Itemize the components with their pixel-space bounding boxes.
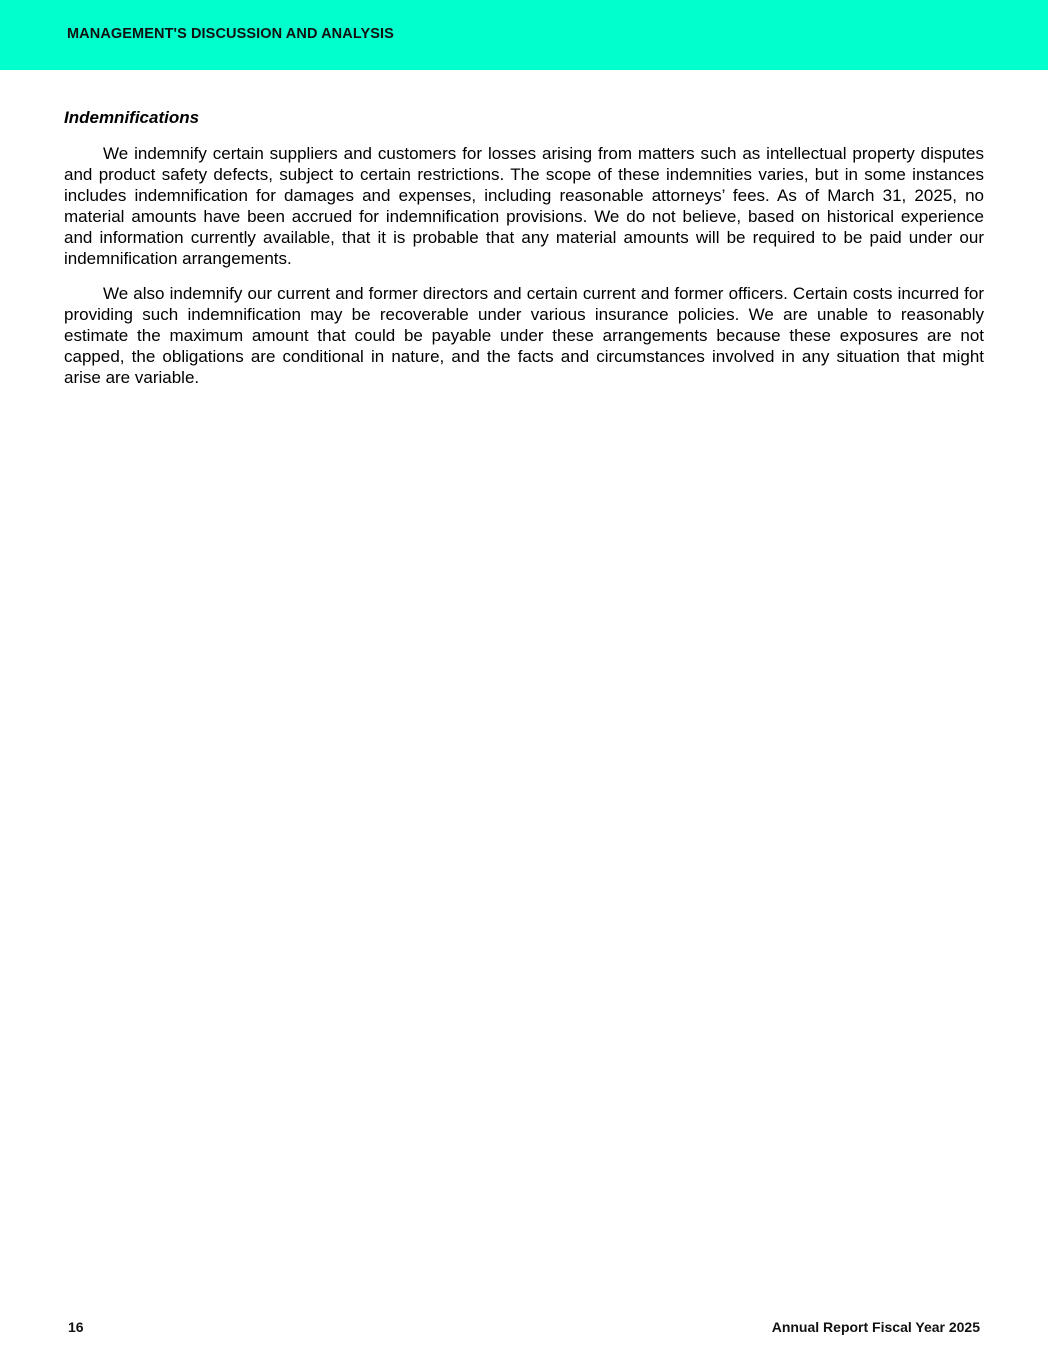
document-body (64, 107, 984, 388)
report-title: Annual Report Fiscal Year 2025 (771, 1319, 980, 1335)
section-heading: Indemnifications (64, 108, 200, 127)
page-footer (68, 1319, 980, 1337)
paragraph-indemnify-suppliers: We indemnify certain suppliers and customers for losses arising from matters such as intellectual property disputes and product safety defects, subject to certain restrictions. The scope of these indemnities varies, but in some instances includes indemnification for damages and expenses, including reasonable attorneys’ fees. As of March 31, 2025, no material amounts have been accrued for indemnification provisions. We do not believe, based on historical experience and information currently available, that it is probable that any material amounts will be required to be paid under our indemnification arrangements. (64, 144, 984, 268)
paragraph-indemnify-directors: We also indemnify our current and former directors and certain current and former officers. Certain costs incurred for providing such indemnification may be recoverable under various insurance policies. We are unable to reasonably estimate the maximum amount that could be payable under these arrangements because these exposures are not capped, the obligations are conditional in nature, and the facts and circumstances involved in any situation that might arise are variable. (64, 284, 984, 387)
header-band (0, 0, 1048, 70)
page-number: 16 (68, 1319, 84, 1335)
section-header-title: MANAGEMENT'S DISCUSSION AND ANALYSIS (67, 26, 394, 42)
